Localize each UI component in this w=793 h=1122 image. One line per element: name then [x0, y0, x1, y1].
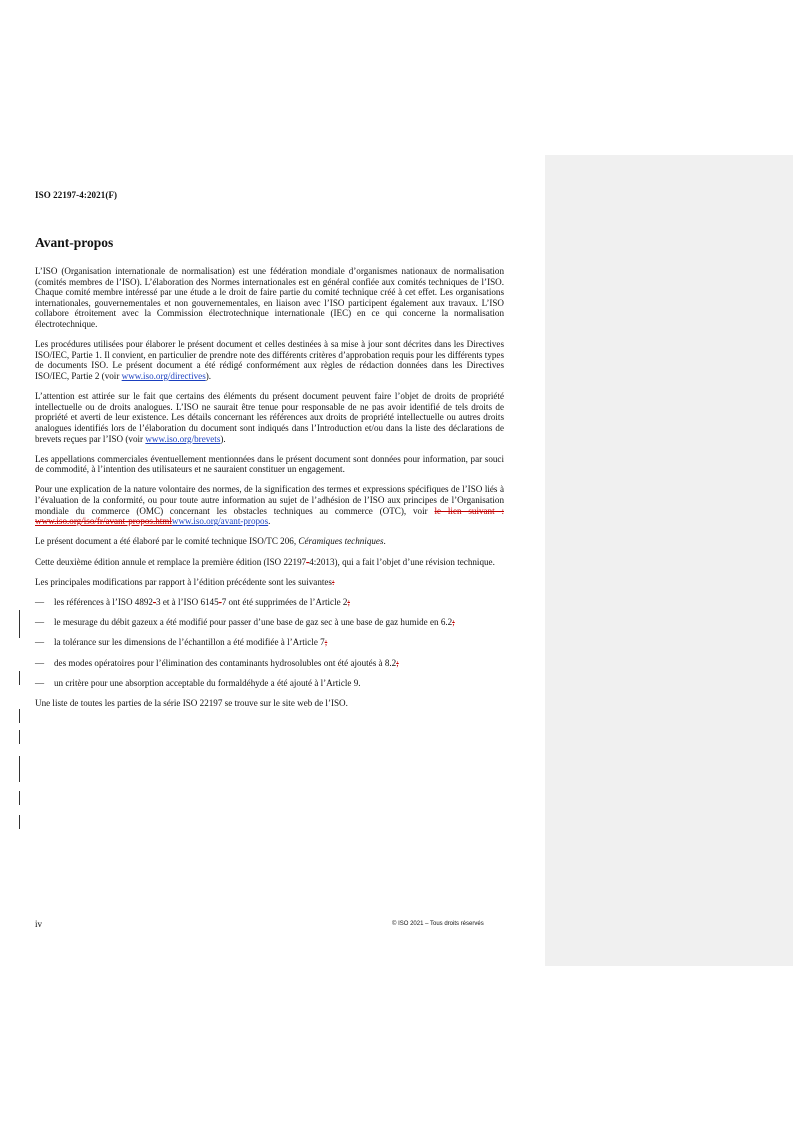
paragraph-iso-intro: L’ISO (Organisation internationale de normalisation) est une fédération mondiale d’organismes nationaux de normalisation (comités membres de l’ISO). L’élaboration des Normes internationales est en général confiée aux comités techniques de l’ISO. Chaque comité membre intéressé par une étude a le droit de faire partie du comité technique créé à cet effet. Les organisations internationales, gouvernementales et non gouvernementales, en liaison avec l’ISO participent également aux travaux. L’ISO collabore étroitement avec la Commission électrotechnique internationale (IEC) en ce qui concerne la normalisation électrotechnique. [35, 266, 504, 329]
document-reference: ISO 22197-4:2021(F) [35, 190, 118, 200]
change-bar [19, 671, 20, 685]
paragraph-committee: Le présent document a été élaboré par le comité technique ISO/TC 206, Céramiques techniques. [35, 536, 386, 547]
list-item: — le mesurage du débit gazeux a été modifié pour passer d’une base de gaz sec à une base de gaz humide en 6.2; [35, 617, 455, 628]
change-bar [19, 730, 20, 744]
page-number: iv [35, 919, 43, 929]
list-item: — les références à l’ISO 4892-3 et à l’ISO 6145-7 ont été supprimées de l’Article 2; [35, 597, 350, 607]
deleted-text: : [331, 576, 335, 587]
paragraph-trade-names: Les appellations commerciales éventuellement mentionnées dans le présent document sont données pour information, par souci de commodité, à l’intention des utilisateurs et ne sauraient constituer un engagement. [35, 453, 504, 475]
paragraph-changes-intro: Les principales modifications par rapport à l’édition précédente sont les suivantes: [35, 576, 335, 587]
directives-link[interactable]: www.iso.org/directives [121, 370, 206, 381]
deleted-text: le lien suivant : [434, 505, 504, 516]
paragraph-patents: L’attention est attirée sur le fait que certains des éléments du présent document peuvent faire l’objet de droits de propriété intellectuelle ou de droits analogues. L’ISO ne saurait être tenue pour responsable de ne pas avoir identifié de tels droits de propriété et averti de leur existence. Les détails concernant les références aux droits de propriété intellectuelle ou autres droits analogues identifiés lors de l’élaboration du document sont indiqués dans l’Introduction et/ou dans la liste des déclarations de brevets reçues par l’ISO (voir www.iso.org/brevets). [35, 391, 504, 444]
list-item: — un critère pour une absorption acceptable du formaldéhyde a été ajouté à l’Article 9. [35, 677, 361, 688]
foreword-body [35, 266, 504, 718]
patents-link[interactable]: www.iso.org/brevets [145, 433, 221, 444]
change-bar [19, 709, 20, 723]
paragraph-edition: Cette deuxième édition annule et remplace la première édition (ISO 22197-4:2013), qui a fait l’objet d’une révision technique. [35, 556, 495, 567]
changes-list [35, 597, 504, 688]
list-item: — des modes opératoires pour l’élimination des contaminants hydrosolubles ont été ajoutés à 8.2; [35, 657, 399, 668]
change-bar [19, 791, 20, 805]
paragraph-series-list: Une liste de toutes les parties de la série ISO 22197 se trouve sur le site web de l’ISO. [35, 697, 348, 708]
paragraph-procedures: Les procédures utilisées pour élaborer le présent document et celles destinées à sa mise à jour sont décrites dans les Directives ISO/IEC, Partie 1. Il convient, en particulier de prendre note des différents critères d’approbation requis pour les différents types de documents ISO. Le présent document a été rédigé conformément aux règles de rédaction données dans les Directives ISO/IEC, Partie 2 (voir www.iso.org/directives). [35, 339, 504, 381]
paragraph-voluntary-nature: Pour une explication de la nature volontaire des normes, de la signification des termes et expressions spécifiques de l’ISO liés à l’évaluation de la conformité, ou pour toute autre information au sujet de l’adhésion de l’ISO aux principes de l’Organisation mondiale du commerce (OMC) concernant les obstacles techniques au commerce (OTC), voir le lien suivant : www.iso.org/iso/fr/avant-propos.htmlwww.iso.org/avant-propos. [35, 484, 504, 527]
deleted-link: www.iso.org/iso/fr/avant-propos.html [35, 516, 172, 527]
list-item: — la tolérance sur les dimensions de l’échantillon a été modifiée à l’Article 7; [35, 637, 328, 648]
comment-margin-panel [545, 155, 793, 966]
change-bar [19, 756, 20, 782]
change-bar [19, 815, 20, 829]
foreword-link[interactable]: www.iso.org/avant-propos [171, 516, 269, 527]
change-bar [19, 610, 20, 638]
copyright-notice: © ISO 2021 – Tous droits réservés [392, 921, 484, 927]
deleted-text: - [306, 556, 310, 567]
page-title: Avant-propos [35, 235, 114, 250]
